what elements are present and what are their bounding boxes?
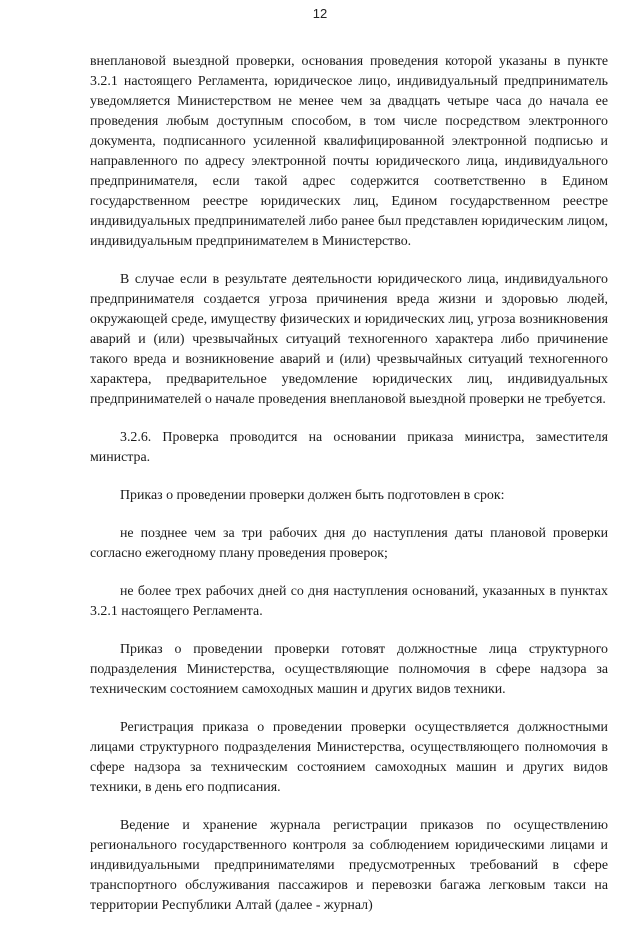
paragraph-3: 3.2.6. Проверка проводится на основании приказа министра, заместителя министра. [90,430,608,465]
paragraph-4: Приказ о проведении проверки должен быть подготовлен в срок: [120,488,505,503]
page-number: 12 [312,6,328,21]
document-body [90,52,608,934]
paragraph-5: не позднее чем за три рабочих дня до наступления даты плановой проверки согласно ежегодному плану проведения проверок; [90,526,608,561]
paragraph-9: Ведение и хранение журнала регистрации приказов по осуществлению регионального государственного контроля за соблюдением юридическими лицами и индивидуальными предпринимателями предусмотренных требований в сфере транспортного обслуживания пассажиров и перевозки багажа легковым такси на территории Республики Алтай (далее - журнал) [90,818,608,913]
paragraph-7: Приказ о проведении проверки готовят должностные лица структурного подразделения Министерства, осуществляющие полномочия в сфере надзора за техническим состоянием самоходных машин и других видов техники. [90,642,608,697]
paragraph-1: внеплановой выездной проверки, основания проведения которой указаны в пункте 3.2.1 настоящего Регламента, юридическое лицо, индивидуальный предприниматель уведомляется Министерством не менее чем за двадцать четыре часа до начала ее проведения любым доступным способом, в том числе посредством электронного документа, подписанного усиленной квалифицированной электронной подписью и направленного по адресу электронной почты юридического лица, индивидуального предпринимателя, если такой адрес содержится соответственно в Едином государственном реестре юридических лиц, Едином государственном реестре индивидуальных предпринимателей либо ранее был представлен юридическим лицом, индивидуальным предпринимателем в Министерство. [90,54,608,249]
paragraph-2: В случае если в результате деятельности юридического лица, индивидуального предпринимателя создается угроза причинения вреда жизни и здоровью людей, окружающей среде, имуществу физических и юридических лиц, угроза возникновения аварий и (или) чрезвычайных ситуаций техногенного характера либо причинение такого вреда и возникновение аварий и (или) чрезвычайных ситуаций техногенного характера, предварительное уведомление юридических лиц, индивидуальных предпринимателей о начале проведения внеплановой выездной проверки не требуется. [90,272,608,407]
paragraph-8: Регистрация приказа о проведении проверки осуществляется должностными лицами структурного подразделения Министерства, осуществляющего полномочия в сфере надзора за техническим состоянием самоходных машин и других видов техники, в день его подписания. [90,720,608,795]
paragraph-6: не более трех рабочих дней со дня наступления оснований, указанных в пунктах 3.2.1 настоящего Регламента. [90,584,608,619]
